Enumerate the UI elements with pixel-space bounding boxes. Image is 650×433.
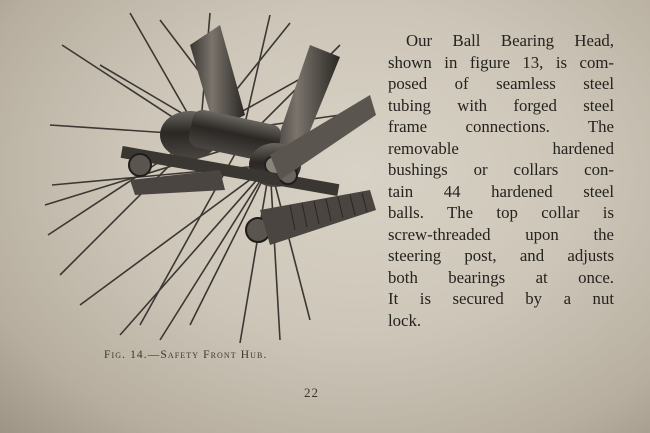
text-line: It is secured by a nut [388,289,614,308]
text-line: removable hardened [388,138,614,158]
text-line: lock. [388,310,422,330]
figure-caption: Fig. 14.—Safety Front Hub. [104,349,268,361]
body-paragraph [388,30,614,331]
text-line: both bearings at once. [388,267,614,287]
text-line: Our Ball Bearing Head, [406,31,614,50]
text-line: balls. The top collar is [388,203,614,222]
axle-nut-left [129,154,151,176]
text-line: frame connections. The [388,117,614,136]
text-line: screw-threaded upon the [388,224,614,244]
text-line: tubing with forged steel [388,95,614,115]
text-line: shown in figure 13, is com- [388,52,614,72]
text-line: posed of seamless steel [388,74,614,93]
front-hub-illustration [40,5,385,350]
text-line: tain 44 hardened steel [388,181,614,201]
text-line: bushings or collars con- [388,160,614,179]
text-line: steering post, and adjusts [388,246,614,265]
page-number: 22 [304,385,319,400]
